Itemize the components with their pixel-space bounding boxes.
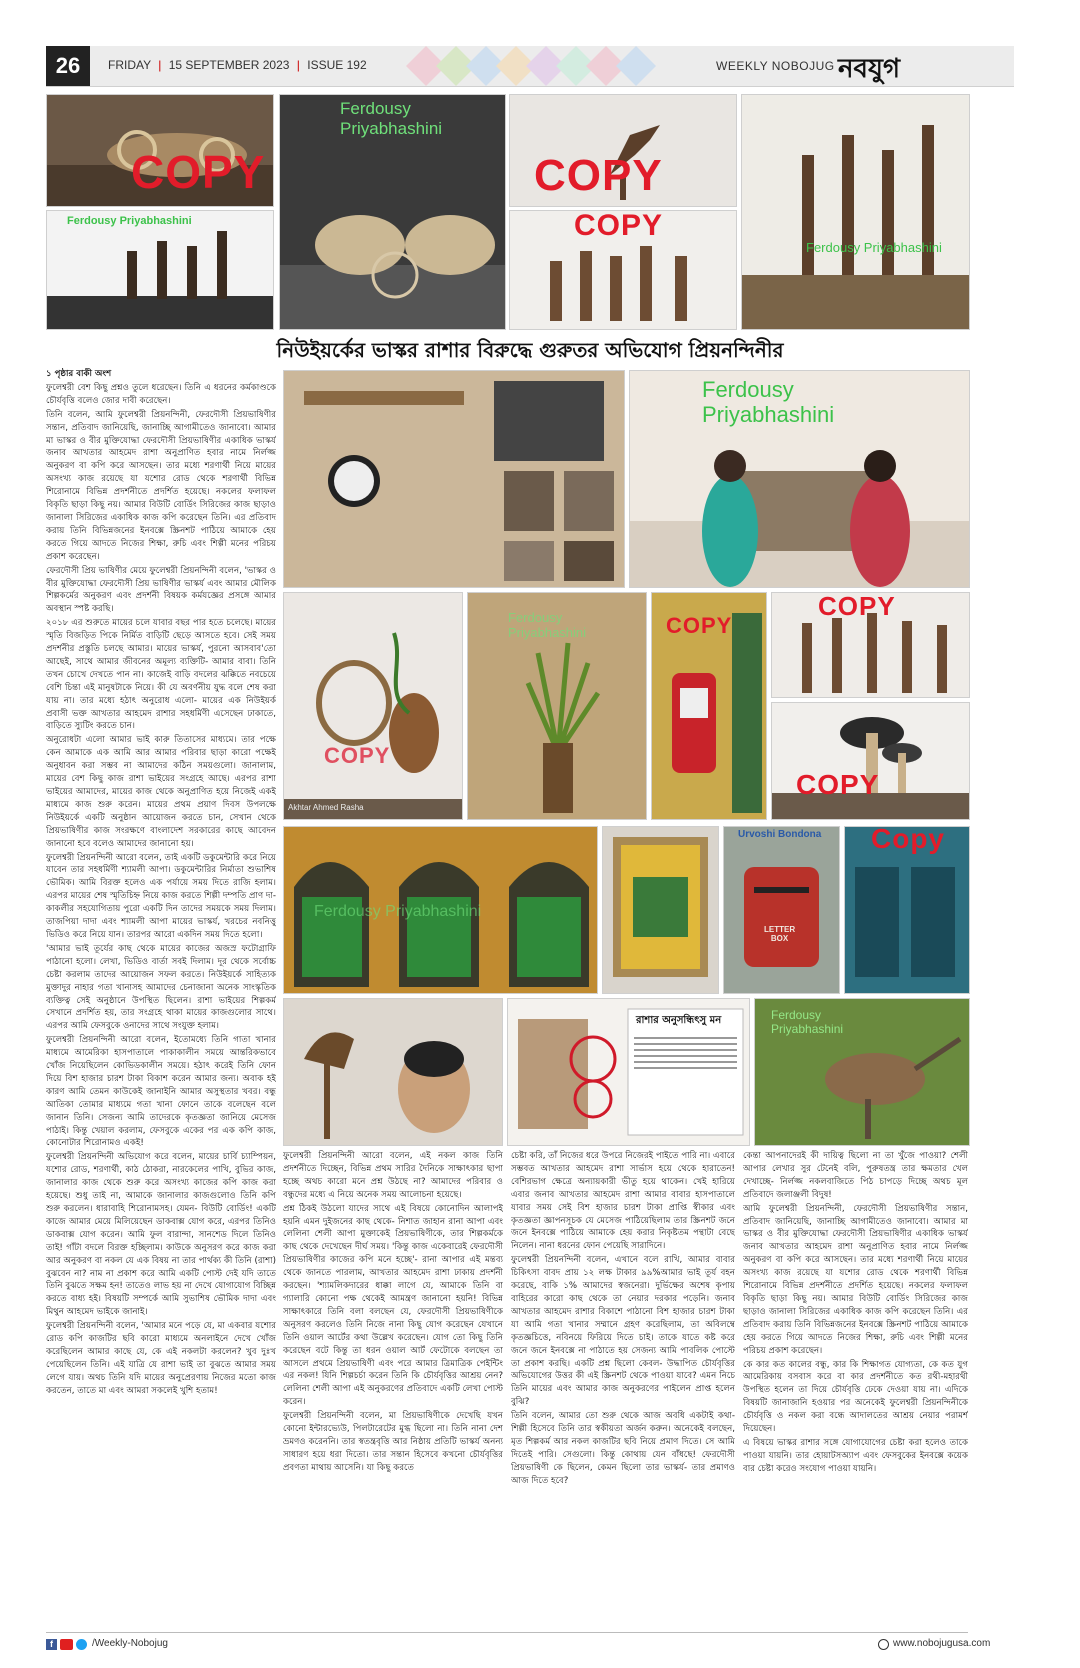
photo-bird-sculpture xyxy=(754,998,970,1146)
paragraph: ২০১৮ এর শুরুতে মায়ের চলে যাবার বছর পার হতে চলেছে। মায়ের স্মৃতি বিজড়িত পিকে নির্মিত বাড়িটি ছেড়ে আসতে হবে। সেই সময় প্রদর্শনীর প্রস্তুতি চলছে আমার। মায়ের ভাস্কর্য, পুরনো আসবাব'তো আছেই, সাথে আমার জীবনের অমূল্য ব্যক্তিটি- আমার বাবা। তিনি তখন চোখে দেখতে পান না। কাজেই বাড়ি বদলের ঝক্কিতে নবচেয়ে বেশি চিন্তা এই মানুষটাকে নিয়ে। কী যে অবর্ণনীয় যুদ্ধ বলে শেষ করা যায় না। তার মধ্যে হঠাৎ অনুরোধ এলো- মায়ের এক নিউইয়র্ক প্রবাসী ভক্ত আখতার আহমেদ রাশার সহধর্মিণী এসেছেন ঢাকাতে, বাড়িতে স্যুটিং করতে চান। xyxy=(46,618,276,732)
photo-framed-wall-art xyxy=(602,826,719,994)
article-column-1 xyxy=(46,368,276,1626)
paragraph: তিনি বলেন, আমার তো শুরু থেকে আজ অবধি একটাই কথা- শিল্পী হিসেবে তিনি তার স্বকীয়তা অর্জন করুন। অনেকেই বলছেন, মৃত শিল্পকর্ম আর নকল কাজটির ছবি নিয়ে প্রমাণ দিতে। সে আমি দিতেই পারি। সেগুলো। কিন্তু কোথায় যেন বাঁধছে! ফেরদৌসী প্রিয়ভাষিণী কে ছিলেন, কেমন ছিলো তার ভাস্কর্য- তার প্রমাণও আজ দিতে হবে? xyxy=(511,1411,735,1486)
photo-bicycle-sculpture-copy xyxy=(46,94,274,207)
page-number: 26 xyxy=(55,53,81,78)
watermark: Urvoshi Bondona xyxy=(738,829,822,840)
twitter-icon[interactable] xyxy=(76,1639,87,1650)
paper-name: WEEKLY NOBOJUG xyxy=(716,59,835,73)
paragraph: ফুলেশ্বরী প্রিয়নন্দিনী বলেন, 'আমার মনে পড়ে যে, মা একবার যশোর রোড কপি কাজটির ছবি কারো মাধ্যমে অনলাইনে দেখে খোঁজ করেছিলেন আমার কাছে যে, কে এই নকলটা করলেন? খুব দুঃখ পেয়েছিলেন তিনি। এই যাত্রি যে রাশা ভাই তা বুঝতে আমার সময় লেগে যায়। অথচ তিনি যদি মায়ের অনুপ্রেরণায় নিজের মতো কাজ করতেন, তাতে মা এবং আমরা সকলেই খুশি হতাম! xyxy=(46,1321,276,1396)
watermark: Ferdousy Priyabhashini xyxy=(67,215,192,227)
photo-bird-sculpture-copy xyxy=(509,94,737,207)
paragraph: 'আমার ভাই তূর্যের কাছ থেকে মায়ের কাজের অজস্র ফটোগ্রাফি পাঠানো হলো। লেখা, ভিডিও বার্তা সবই দিলাম। দূর থেকে সর্বোচ্চ চেষ্টা করলাম তাদের আয়োজন সফল করতে। নিউইয়র্কে সাহিত্যক মুক্তাদুর নাহার গতা খানাসহ আমাদের চেনাজানা অনেক সাংস্কৃতিক ব্যক্তিত্ব সেই অনুষ্ঠানে উপস্থিত ছিলেন। রাশা ভাইয়ের শিল্পকর্ম সেখানে প্রদর্শিত হয়, তার সংগ্রহে থাকা মায়ের কাজগুলোর সাথে। এরপর আমি ফেসবুকে ওনাদের সাথে সংযুক্ত হলাম। xyxy=(46,943,276,1032)
watermark: Ferdousy Priyabhashini xyxy=(702,377,835,428)
continued-label: ১ পৃষ্ঠার বাকী অংশ xyxy=(46,369,112,379)
facebook-icon[interactable]: f xyxy=(46,1639,57,1650)
page-number-badge xyxy=(46,46,90,86)
paragraph: প্রশ্ন ঠিকই উঠলো যাদের সাথে এই বিষয়ে কোনোদিন আলাপই হয়নি এমন দুইজনের কাছ থেকে- নিশাত জাহান রানা আপা এবং লেলিনা শেলী আপা মুক্তাকেই প্রিয়ভাষিণীকে, তার শিল্পকর্মকে কাছ থেকে দেখেছেন দীর্ঘ সময়। 'কিন্তু কাজ একেবারেই ফেরদৌসী প্রিয়ভাষিণীর কাজের কপি মনে হচ্ছে'- রানা আপার এই মন্তব্য থেকে জানতে পারলাম, আখতার আহমেদ রাশা ঢাকায় প্রদর্শনী করছেন। 'শ্যামলিকদারের ধাক্কা লাগে যে, আমাকে তিনি বা গ্যালারি কোনো পক্ষ থেকেই আমন্ত্রণ জানানো হয়নি! বিভিন্ন সাক্ষাৎকারে তিনি বলা বলছেন যে, ফেরদৌসী প্রিয়ভাষিণীকে অনুসরণ করলেও তিনি নিজে নানা কিছু যোগ করেছেন যেখানে তিনি ওয়াল আর্টের কথা উল্লেখ করেছেন। যোগ তো কিছু তিনি করেছেন বটে কিন্তু তা ধরন ওয়াল আর্ট ফেটোকে বলছেন তা আসলে প্রথমে প্রিয়ভাষিণী এবং পরে আমার ত্রিমাত্রিক পেইন্টিং এর নকল! যিনি শিল্পচর্চা করেন তিনি কি চৌর্যবৃত্তির আশ্রয় নেন? লেলিনা শেলী আপা এই অনুকরণের প্রতিবাদে একটি লেখা পোস্ট করেন। xyxy=(283,1203,503,1408)
paragraph: কে কার কত কালের বন্ধু, কার কি শিক্ষাগত যোগ্যতা, কে কত যুগ আমেরিকায় বসবাস করে বা কার প্রদর্শনীতে কত রথী-মহারথী উপস্থিত হলেন তা দিয়ে চৌর্যবৃত্তি ঢেকে দেওয়া যায় না। এদিকে বিষয়টি জানাজানি হওয়ার পর অনেকেই ফুলেশ্বরী প্রিয়নন্দিনীকে চৌর্যবৃত্তি ও নকল করা বন্ধে আদালতের আশ্রয় নেয়ার পরামর্শ দিয়েছেন। xyxy=(743,1359,968,1435)
photo-mushroom-sculpture-copy xyxy=(771,702,970,820)
article-column-3 xyxy=(511,1150,735,1626)
paragraph: তিনি বলেন, আমি ফুলেশ্বরী প্রিয়নন্দিনী, ফেরদৌসী প্রিয়ভাষিণীর সন্তান, প্রতিবাদ জানিয়েছি, জানাচ্ছি আগামীতেও জানাবো। আমার মা ভাস্কর ও বীর মুক্তিযোদ্ধা ফেরদৌসী প্রিয়ভাষিণীর একাধিক ভাস্কর্য জনাব আখতার আহমেদ রাশা অনুপ্রাণিত হবার নামে নির্লজ্জ অনুকরণ বা কপি করে আসছেন। তার মধ্যে শরণার্থী নিয়ে মায়ের অসংখ্য কাজ রয়েছে যা যশোর রোড থেকে শরণার্থী বিভিন্ন শিরোনামে বিভিন্ন প্রদর্শনীতে প্রদর্শিত হয়েছে। নকলের ফলাফল বিকৃতি ছাড়া কিছু নয়। আমার বিউটি বোর্ডিং সিরিজের কাজ ছাড়াও জানালা সিরিজের একাধিক কাজ কপি করেছেন তিনি। এর প্রতিবাদ করায় তিনি বিভিন্নজনের ইনবক্সে স্ক্রিনশট পাঠিয়ে আমাকে হেয় করতে গিয়ে আদতে নিজের শিক্ষা, রুচি এবং শিল্পী মনের পরিচয় প্রকাশ করেছেন। xyxy=(46,409,276,562)
watermark: Ferdousy Priyabhashini xyxy=(508,610,587,640)
paragraph: কেন্তা আপনাদেরই কী দায়িত্ব ছিলো না তা খুঁজে পাওয়া? শেলী আপার লেখার সুর টেনেই বলি, পুরুষতন্ত্র তার ক্ষমতার খেল দেখাচ্ছে- নির্লজ্জ নকলবাজিতে পিঠ চাপড়ে দিচ্ছে অথচ মূল প্রতিবাদে জলাঞ্জলী বিদুষ! xyxy=(743,1151,968,1200)
footer-bar xyxy=(46,1632,991,1657)
paragraph: ফুলেশ্বরী প্রিয়নন্দিনী আরো বলেন, তাই একটি ডকুমেন্টারি করে নিয়ে যাবেন তার সহধর্মিণী শ্যামলী আপা। ডকুমেন্টারির নির্মাতা শুভাশিষ ভৌমিক। আমি বিরক্ত হলেও এক পর্যায়ে সময় দিতে রাজি হলাম। এরপর মায়ের শেষ স্মৃতিচিহ্ন নিয়ে কাজ করতে শিল্পী দম্পতি প্রাণ দা- কাকলীর সহযোগিতায় পুরো একটি দিন তাদের সময়কে সময় দিলাম। তাজপিয়া দাদা এবং শ্যামলী আপা মায়ের ভাস্কর্য, খরচের নবনিত্তু ভিডিও করে নিয়ে যান। তারপর আরো একদিন সময় দিতে হলো। xyxy=(46,852,276,940)
photo-coconut-sculpture-copy xyxy=(283,592,463,820)
copy-stamp: COPY xyxy=(796,769,880,800)
paragraph: ফেরদৌসী প্রিয় ভাষিণীর মেয়ে ফুলেশ্বরী প্রিয়নন্দিনী বলেন, 'ভাস্কর ও বীর মুক্তিযোদ্ধা ফেরদৌসী প্রিয় ভাষিণীর ভাস্কর্য এবং আমার মৌলিক শিল্পকর্মের অনুকরণ এবং প্রদর্শনী বিষয়ক কর্মযজ্ঞের প্রসঙ্গে আমার অবস্থান স্পষ্ট করছি। xyxy=(46,565,276,615)
paragraph: ফুলেশ্বরী প্রিয়নন্দিনী অভিযোগ করে বলেন, মায়ের চাৰ্বি চ্যাম্পিয়ন, যশোর রোড, শরণার্থী, কাঠ ঠোকরা, নারকেলের পাখি, বুভির কাজ, জানালার কাজ থেকে শুরু করে অসংখ্য কাজের কপি কাজ করা হয়েছে। শুধু তাই না, আমাকে জানালার কাজগুলোও তিনি কপি শুরু করলেন। ধারাবাহি শিরোনামসহ। যেমন- বিউটি বোর্ডিং! একটি কাজে আমার মেয়ে মিলিয়েছেন ডাকবাক্স যোগ করে, এরপর তিনিও ডাকবাক্স যোগ করেন। আমি ফুল বারান্দা, সানশেড দিলে তিনিও তাই! গাঁটা বদলে বিরক্ত হচ্ছিলাম। কাউকে অনুসরণ করে কাজ করা আর অনুকরণ বা নকল যে এক বিষয় না তার পার্থক্য কী তিনি (রাশা) বুঝবেন না? নাম না প্রকাশ করে আমি একটি পোস্ট দেই যদি তাতে তিনি বুঝতে সক্ষম হন! তাতেও লাভ হয় না দেখে যোগাযোগ বিচ্ছিন্ন করতে বাধ্য হই। বিষয়টি সম্পর্কে আমি সুভাশিষ ভৌমিক দাদা এবং মিথুন আহমেদ ভাইকে জানাই। xyxy=(46,1152,276,1318)
youtube-icon[interactable] xyxy=(60,1639,73,1650)
paragraph: ফুলেশ্বরী প্রিয়নন্দিনী আরো বলেন, এই নকল কাজ তিনি প্রদর্শনীতে দিচ্ছেন, বিভিন্ন প্রথম সারির দৈনিকে সাক্ষাৎকার ছাপা হচ্ছে অথচ কারো মনে প্রশ্ন উঠছে না? আমাদের পরিবার ও বন্ধুদের মধ্যে এ নিয়ে অনেক সময় আলোচনা হয়েছে। xyxy=(283,1151,503,1200)
photo-refugee-figures-copy-2 xyxy=(771,592,970,698)
photo-rickshaw-sculpture xyxy=(279,94,506,330)
paragraph: এ বিষয়ে ভাস্কর রাশার সঙ্গে যোগাযোগের চেষ্টা করা হলেও তাকে পাওয়া যায়নি। তার হোয়াটসঅ্যাপ এবং ফেসবুকের ইনবক্সে কয়েক বার চেষ্টা করেও সংযোগ পাওয়া যায়নি। xyxy=(743,1437,968,1474)
photo-figures-sculpture xyxy=(46,210,274,330)
letter-box-label: LETTER BOX xyxy=(764,925,796,944)
issue-info: FRIDAY | 15 SEPTEMBER 2023 | ISSUE 192 xyxy=(108,58,367,72)
paragraph: চেষ্টা করি, তাঁ নিজের ধরে উপরে নিজেরই পাইতে পারি না। এবারে সম্ভবত আখতার আহমেদ রাশা সাৰ্ভাস হয়ে থেকে হারাতেন! বেশিরভাগ ক্ষেত্রে অন্যায়কারী ভীতু হয়ে থাকেন। খেই হারিয়ে এবার জনাব আখতার আহমেদ রাশা আমার বাবার হাসপাতালে যাবার সময় সেই বিশ হাজার চারশ টাকা প্রাপ্তি স্বীকার এবং কৃতজ্ঞতা জ্ঞাপনসূচক যে মেসেজ পাঠিয়েছিলাম তার স্ক্রিনশট জনে জনে ইনবক্সে পাঠিয়ে আমাকে হেয় করার নিকৃষ্টতম পন্থাটা বেছে নিলেন। নানা ধরনের ফোন পেয়েছি সারাদিনে। xyxy=(511,1151,735,1252)
website-link[interactable]: www.nobojugusa.com xyxy=(893,1638,991,1649)
paragraph: ফুলেশ্বরী প্রিয়নন্দিনী আরো বলেন, ইতোমধ্যে তিনি গাতা খানার মাধ্যমে আমেরিকা হাসপাতালে পাকাকালীন সময়ে আন্তরিকভাবে খোঁজ নিয়েছিলেন কোভিডকালীন সময়ে। হঠাৎ করেই তিনি ফোন দিয়ে বিশ হাজার চারশ টাকা বিকাশ করেন আমার জন্য। অবাক হই কারণ আমি তেমন কাউকেই জানাইনি আমার অসুস্থতার খবর। বন্ধু আতিকা তোমার মাধ্যমে গতা খানা ফোনে তাকে বলেছেন বলে জানান তিনি। সেজন্য আমি তাদেরকে কৃতজ্ঞতা জানিয়ে মেসেজ পাঠাই। কিন্তু খেয়াল করলাম, ফেসবুকে একের পর এক কপি কাজ, কোনোটার শিরোনামও একই! xyxy=(46,1035,276,1149)
photo-green-windows xyxy=(283,826,598,994)
copy-stamp: Copy xyxy=(871,826,945,854)
article-column-2 xyxy=(283,1150,503,1626)
photo-artist-with-bird-sculpture xyxy=(283,998,503,1146)
copy-stamp: COPY xyxy=(534,151,663,200)
photo-refugee-sculpture xyxy=(741,94,970,330)
social-handle: /Weekly-Nobojug xyxy=(92,1638,168,1649)
issue-day: FRIDAY xyxy=(108,58,151,72)
watermark: Ferdousy Priyabhashini xyxy=(771,1008,844,1036)
watermark: Ferdousy Priyabhashini xyxy=(314,903,482,920)
copy-stamp: COPY xyxy=(131,146,266,198)
photo-two-women xyxy=(629,370,970,588)
paragraph: আমি ফুলেশ্বরী প্রিয়নন্দিনী, ফেরদৌসী প্রিয়ভাষিণীর সন্তান, প্রতিবাদ জানিয়েছি, জানাচ্ছি আগামীতেও জানাবো। আমার মা ভাস্কর ও বীর মুক্তিযোদ্ধা ফেরদৌসী প্রিয়ভাষিণীর একাধিক ভাস্কর্য জনাব আখতার আহমেদ রাশা অনুপ্রাণিত হবার নামে নির্লজ্জ অনুকরণ বা কপি করে আসছেন। তার মধ্যে শরণার্থী নিয়ে মায়ের অসংখ্য কাজ রয়েছে যা যশোর রোড থেকে শরণার্থী বিভিন্ন শিরোনামে বিভিন্ন প্রদর্শনীতে প্রদর্শিত হয়েছে। নকলের ফলাফল বিকৃতি ছাড়া কিছু নয়। আমার বিউটি বোর্ডিং সিরিজের কাজ ছাড়াও জানালা সিরিজের একাধিক কাজ কপি করেছেন তিনি। এর প্রতিবাদ করায় তিনি বিভিন্নজনের ইনবক্সে স্ক্রিনশট পাঠিয়ে আমাকে হেয় করতে গিয়ে আদতে নিজের শিক্ষা, রুচি এবং শিল্পী মনের পরিচয় প্রকাশ করেছেন। xyxy=(743,1203,968,1356)
copy-stamp: COPY xyxy=(666,613,733,638)
photo-letter-box xyxy=(723,826,840,994)
watermark: Ferdousy Priyabhashini xyxy=(806,240,942,255)
photo-newspaper-clipping xyxy=(507,998,750,1146)
clipping-title: রাশার অনুসন্ধিৎসু মন xyxy=(636,1015,722,1026)
globe-icon xyxy=(878,1639,889,1650)
header-bar xyxy=(46,46,1014,87)
watermark: Ferdousy Priyabhashini xyxy=(340,99,443,138)
photo-blue-windows-copy xyxy=(844,826,970,994)
paragraph: ফুলেশ্বরী প্রিয়নন্দিনী বলেন, মা প্রিয়ভাষিণীকে দেখেছি যখন কোনো ইন্টারভ্যেউ, পিলটারেটের মুগ্ধ ছিলো না। তিনি নানা দেশ ভ্রমণও করেননি। তার স্বতন্ত্রবৃত্তি আর নিষ্ঠায় প্রতিটি ভাস্কর্য অনন্য সাধারণ হয়ে ধরা দিতো। তার সন্তান হিসেবে কখনো চৌর্যবৃত্তির প্রবণতা মাথায় আসেনি। যা কিছু করতে xyxy=(283,1411,503,1473)
paragraph: ফুলেশ্বরী বেশ কিছু প্রশ্নও তুলে ধরেছেন। তিনি এ ধরনের কর্মকাণ্ডকে চৌর্যবৃত্তি বলেও জোর দাবী করেছেন। xyxy=(46,382,276,406)
copy-stamp: COPY xyxy=(324,743,391,768)
masthead-logo: নবযুগ xyxy=(838,54,901,84)
photo-wall-frames xyxy=(283,370,625,588)
photo-red-lantern-copy xyxy=(651,592,767,820)
copy-stamp: COPY xyxy=(574,210,664,242)
issue-number: ISSUE 192 xyxy=(307,58,367,72)
paragraph: ফুলেশ্বরী প্রিয়নন্দিনী বলেন, এখানে বলে রাখি, আমার বাবার চিকিৎসা বাবদ প্রায় ১২ লক্ষ টাকার ৯৯%আমার ভাই তূর্য বহন করেছে, বাকি ১% আমাদের স্বজনেরা। দুর্ভিক্ষের অশেষ কৃপায় বাহিরের কারো কাছ থেকে তা নেয়ার দরকার পড়েনি। জনাব আখতার আহমেদ রাশার বিকাশে পাঠানো বিশ হাজার চারশ টাকা যা আমি গতা খানার সম্মানে গ্রহণ করেছিলাম, তা অবিলম্বে কৃতজ্ঞচিত্তে, নবিনয়ে ফিরিয়ে দিতে চাই। তাকে যাতে কষ্ট করে জনে জনে ইনবক্সে না পাঠাতে হয় সেজন্য আমি পাবলিক পোস্টে তা প্রকাশ করছি। একটি প্রশ্ন ছিলো কেবল- উদ্ধাপিত চৌর্যবৃত্তির অভিযোগের উত্তর কী এই স্ক্রিনশট থেকে পাওয়া যাবে? এমন নিচে তিনি মায়ের এবং আমার কাজ অনুকরণের পাইলেন প্রাপ্ত হলেন বুঝি? xyxy=(511,1255,735,1408)
issue-date: 15 SEPTEMBER 2023 xyxy=(168,58,290,72)
article-column-4 xyxy=(743,1150,968,1626)
paragraph: অনুরোধটা এলো আমার ভাই কারু তিতাসের মাধ্যমে। তার পক্ষে কেন আমাকে এক আমি আর আমার পরিবার ছাড়া কারো পক্ষেই অনুধাবন করা সম্ভব না আমাদের কঠিন সময়গুলো। জানালাম, মায়ের বেশ কিছু কাজ রাশা ভাইয়ের সংগ্রহে আছে। এরপর রাশা ভাইয়ের আমাদের, মায়ের কাজ থেকে অনুপ্রাণিত হয়ে নিজেই একই মাধ্যমে কাজ শুরু করেন। মায়ের প্রথম প্রয়াণ দিবস উপলক্ষে নিউইয়র্কে একটি অনুষ্ঠান আয়োজন করতে চান, সেখান থেকে প্রিয়ভাষিণীর কাজ সংরক্ষণে বাংলাদেশ সরকারের কাছে আবেদন জানানো হবে বলেও আমাদের জানানো হয়। xyxy=(46,735,276,849)
copy-stamp: COPY xyxy=(818,592,896,621)
photo-refugee-figures-copy xyxy=(509,210,737,330)
photo-caption: Akhtar Ahmed Rasha xyxy=(288,803,364,812)
photo-plant-pot xyxy=(467,592,647,820)
headline: নিউইয়র্কের ভাস্কর রাশার বিরুদ্ধে গুরুতর অভিযোগ প্রিয়নন্দিনীর xyxy=(276,338,784,362)
